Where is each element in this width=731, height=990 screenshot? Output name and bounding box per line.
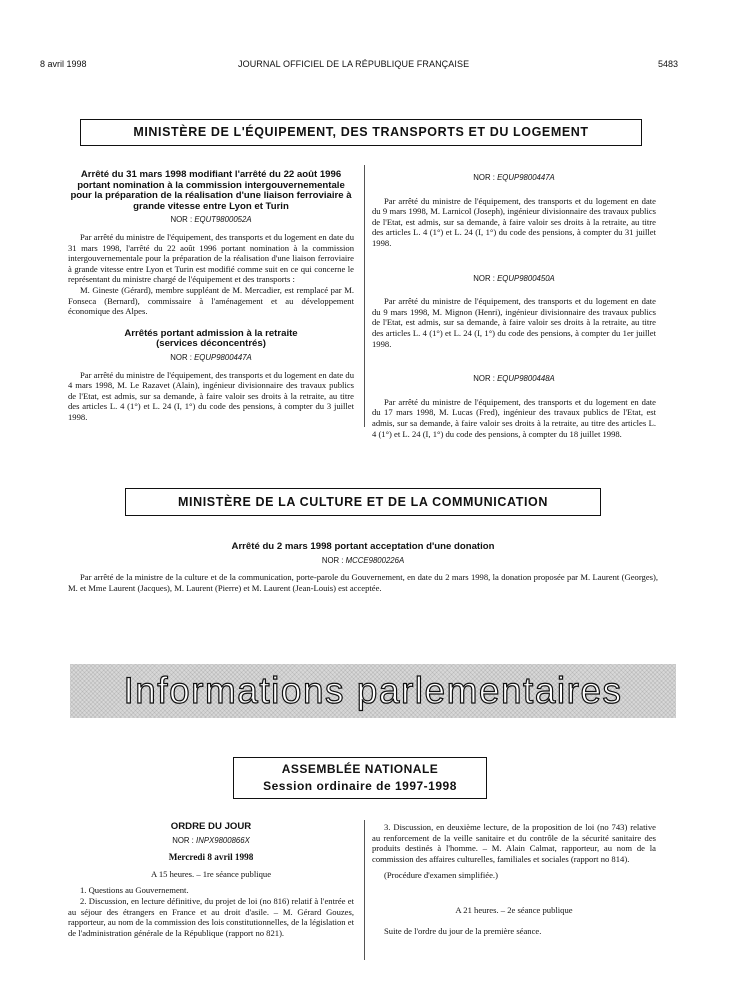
arrete1-nor: NOR : EQUT9800052A	[170, 215, 252, 225]
arrete1-paragraph-1: Par arrêté du ministre de l'équipement, des transports et du logement en date du 31 mars 1998, l'arrêté du 22 août 1996 portant nomination à la commission intergouvernementale pour la préparation de la réalisation d'une liaison ferroviaire à grande vitesse entre Lyon et Turin est modifié comme suit en ce qui concerne le représentant du ministre chargé de l'équipement et des transports :	[68, 231, 354, 285]
retraite-nor: NOR : EQUP9800447A	[170, 352, 252, 362]
column-divider-2	[364, 820, 365, 960]
ministry2-section	[68, 542, 658, 593]
seance-date: Mercredi 8 avril 1998	[168, 852, 254, 863]
agenda-item-2: 2. Discussion, en lecture définitive, du projet de loi (no 816) relatif à l'entrée et au séjour des étrangers en France et au droit d'asile. – M. Gérard Gouzes, rapporteur, au nom de la commission des lois constitutionnelles, de la législation et de l'administration générale de la République (rapport no 821).	[68, 895, 354, 938]
procedure-note: (Procédure d'examen simplifiée.)	[384, 870, 498, 881]
header-date: 8 avril 1998	[40, 59, 87, 69]
right-nor-3: NOR : EQUP9800448A	[473, 374, 555, 384]
header-page-number: 5483	[658, 59, 679, 69]
ordre-du-jour-title: ORDRE DU JOUR	[170, 821, 252, 832]
donation-paragraph: Par arrêté de la ministre de la culture et de la communication, porte-parole du Gouvernement, en date du 2 mars 1998, la donation proposée par M. Laurent (Georges), M. et Mme Laurent (Jacques), M. Laurent (Pierre) et M. Laurent (Jean-Louis) est acceptée.	[68, 572, 658, 593]
donation-nor: NOR : MCCE9800226A	[321, 555, 405, 565]
informations-parlementaires-banner	[70, 664, 676, 718]
right-paragraph-2: Par arrêté du ministre de l'équipement, des transports et du logement en date du 9 mars 1998, M. Mignon (Henri), ingénieur divisionnaire des travaux publics de l'Etat, est admis, sur sa demande, à faire valoir ses droits à la retraite, au titre des articles L. 4 (1°) et L. 24 (I, 1°) du code des pensions, à compter du 1er juillet 1998.	[372, 296, 656, 349]
ordre-du-jour-nor: NOR : INPX9800866X	[172, 835, 250, 845]
right-nor-2: NOR : EQUP9800450A	[473, 273, 555, 283]
seance-2: A 21 heures. – 2e séance publique	[455, 904, 573, 915]
suite-ordre-du-jour: Suite de l'ordre du jour de la première séance.	[384, 925, 542, 936]
right-nor-1: NOR : EQUP9800447A	[473, 173, 555, 182]
agenda-item-1: 1. Questions au Gouvernement.	[80, 885, 189, 896]
retraite-paragraph-1: Par arrêté du ministre de l'équipement, des transports et du logement en date du 4 mars 1998, M. Le Razavet (Alain), ingénieur divisionnaire des travaux publics de l'Etat, est admis, sur sa demande, à faire valoir ses droits à la retraite, au titre des articles L. 4 (1°) et L. 24 (I, 1°) du code des pensions, à compter du 3 juillet 1998.	[68, 369, 354, 422]
ministry-equipement-heading: MINISTÈRE DE L'ÉQUIPEMENT, DES TRANSPORTS ET DU LOGEMENT	[80, 119, 642, 146]
arrete1-title: Arrêté du 31 mars 1998 modifiant l'arrêté du 22 août 1996 portant nomination à la commission intergouvernementale pour la préparation de la réalisation d'une liaison ferroviaire à grande vitesse entre Lyon et Turin	[70, 169, 352, 212]
assemblee-nationale-heading	[233, 757, 487, 799]
page-header	[0, 0, 731, 69]
banner-text: Informations parlementaires	[123, 670, 623, 711]
ordre-du-jour-left-column	[68, 822, 354, 938]
header-journal-title: JOURNAL OFFICIEL DE LA RÉPUBLIQUE FRANÇAISE	[238, 59, 470, 69]
seance-1: A 15 heures. – 1re séance publique	[150, 868, 272, 879]
right-paragraph-3: Par arrêté du ministre de l'équipement, des transports et du logement en date du 17 mars 1998, M. Lucas (Fred), ingénieur des travaux publics de l'Etat, est admis, sur sa demande, à faire valoir ses droits à la retraite, au titre des articles L. 4 (1°) et L. 24 (I, 1°) du code des pensions, à compter du 18 juillet 1998.	[372, 396, 656, 439]
ministry1-left-column	[68, 170, 354, 422]
agenda-item-3: 3. Discussion, en deuxième lecture, de la proposition de loi (no 743) relative au renforcement de la veille sanitaire et du contrôle de la sécurité sanitaire des produits destinés à l'homme. – M. Alain Calmat, rapporteur, au nom de la commission des affaires culturelles, familiales et sociales (rapport no 814).	[372, 822, 656, 864]
retraite-title: Arrêtés portant admission à la retraite (services déconcentrés)	[124, 327, 298, 350]
ministry-culture-heading: MINISTÈRE DE LA CULTURE ET DE LA COMMUNICATION	[125, 488, 601, 516]
column-divider	[364, 165, 365, 427]
right-paragraph-1: Par arrêté du ministre de l'équipement, des transports et du logement en date du 9 mars 1998, M. Larnicol (Joseph), ingénieur divisionnaire des travaux publics de l'Etat, est admis, sur sa demande, à faire valoir ses droits à la retraite, au titre des articles L. 4 (1°) et L. 24 (I, 1°) du code des pensions, à compter du 31 juillet 1998.	[372, 195, 656, 248]
session-title: Session ordinaire de 1997-1998	[263, 779, 457, 793]
donation-title: Arrêté du 2 mars 1998 portant acceptation d'une donation	[231, 541, 495, 552]
assemblee-title: ASSEMBLÉE NATIONALE	[281, 762, 439, 776]
ordre-du-jour-right-column	[372, 822, 656, 936]
arrete1-paragraph-2: M. Gineste (Gérard), membre suppléant de M. Mercadier, est remplacé par M. Fonseca (Bernard), commissaire à l'aménagement et au développement économique des Alpes.	[68, 284, 354, 317]
ministry1-right-column	[372, 170, 656, 439]
